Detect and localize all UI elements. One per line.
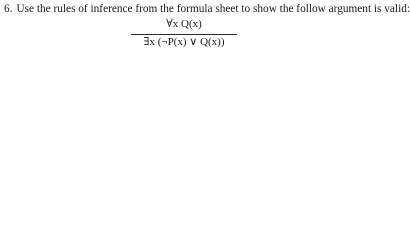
question-prompt: [4, 2, 410, 17]
question-text: Use the rules of inference from the formula sheet to show the follow argument is valid:: [16, 3, 410, 15]
question-6: [4, 2, 410, 51]
argument-form: [128, 17, 240, 51]
question-number: 6.: [4, 3, 13, 15]
premise: ∀x Q(x): [166, 18, 202, 30]
conclusion: ∃x (¬P(x) ∨ Q(x)): [143, 36, 225, 48]
argument-divider: [131, 34, 237, 35]
